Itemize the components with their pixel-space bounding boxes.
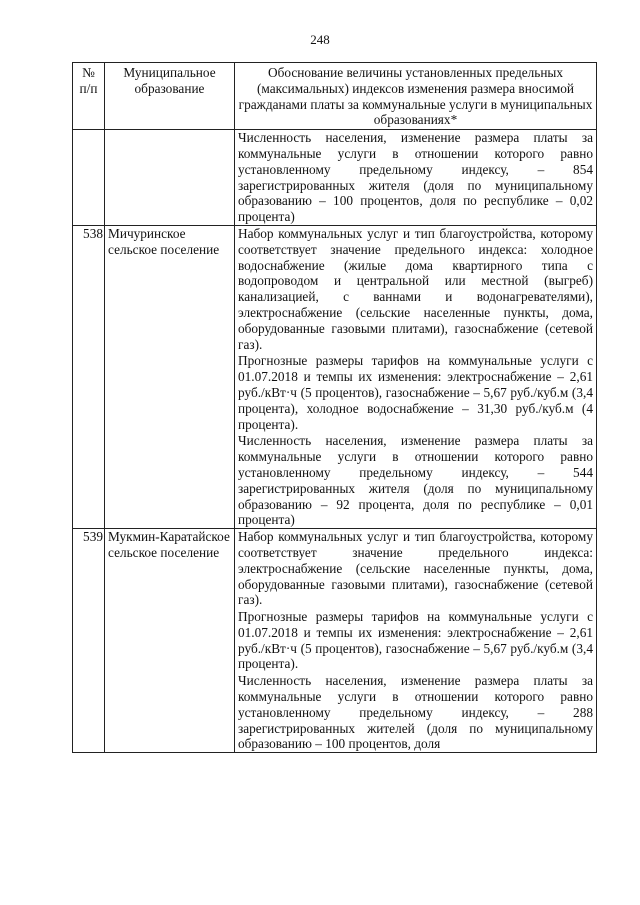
header-municipality: Муниципальное образование (105, 63, 235, 130)
row-municipality: Мичуринское сельское поселение (105, 225, 235, 528)
row-num: 538 (73, 225, 105, 528)
row-num (73, 130, 105, 226)
row-municipality: Мукмин-Каратайское сельское поселение (105, 529, 235, 753)
page-number: 248 (310, 32, 330, 47)
row-justification (235, 225, 597, 528)
tariffs-paragraph: Прогнозные размеры тарифов на коммунальные услуги с 01.07.2018 и темпы их изменения: электроснабжение – 2,61 руб./кВт·ч (5 процентов), газоснабжение – 5,67 руб./куб.м (3,4 процента), холодное водоснабжение – 31,30 руб./куб.м (4 процента). (238, 353, 593, 432)
table-row (73, 225, 597, 528)
row-num: 539 (73, 529, 105, 753)
table-header-row (73, 63, 597, 130)
row-justification (235, 529, 597, 753)
services-paragraph: Набор коммунальных услуг и тип благоустройства, которому соответствует значение предельного индекса: электроснабжение (сельские населенные пункты, дома, оборудованные газовыми плитами), газоснабжение (сетевой газ). (238, 529, 593, 608)
row-justification (235, 130, 597, 226)
tariff-index-table (72, 62, 597, 753)
tariffs-paragraph: Прогнозные размеры тарифов на коммунальные услуги с 01.07.2018 и темпы их изменения: электроснабжение – 2,61 руб./кВт·ч (5 процентов), газоснабжение – 5,67 руб./куб.м (3,4 процента). (238, 609, 593, 672)
header-justification: Обоснование величины установленных предельных (максимальных) индексов изменения размера вносимой гражданами платы за коммунальные услуги в муниципальных образованиях* (235, 63, 597, 130)
population-paragraph: Численность населения, изменение размера платы за коммунальные услуги в отношении которого равно установленному предельному индексу, – 544 зарегистрированных жителя (доля по муниципальному образованию – 92 процента, доля по республике – 0,01 процента) (238, 433, 593, 528)
header-num: № п/п (73, 63, 105, 130)
population-paragraph: Численность населения, изменение размера платы за коммунальные услуги в отношении которого равно установленному предельному индексу, – 288 зарегистрированных жителей (доля по муниципальному образованию – 100 процентов, доля (238, 673, 593, 752)
row-municipality (105, 130, 235, 226)
table-row (73, 130, 597, 226)
services-paragraph: Набор коммунальных услуг и тип благоустройства, которому соответствует значение предельного индекса: холодное водоснабжение (жилые дома квартирного типа с водопроводом и центральной или местной (выгреб) канализацией, с ваннами и водонагревателями), электроснабжение (сельские населенные пункты, дома, оборудованные газовыми плитами), газоснабжение (сетевой газ). (238, 225, 593, 352)
population-paragraph: Численность населения, изменение размера платы за коммунальные услуги в отношении которого равно установленному предельному индексу, – 854 зарегистрированных жителя (доля по муниципальному образованию – 100 процентов, доля по республике – 0,02 процента) (238, 130, 593, 225)
table-row (73, 529, 597, 753)
